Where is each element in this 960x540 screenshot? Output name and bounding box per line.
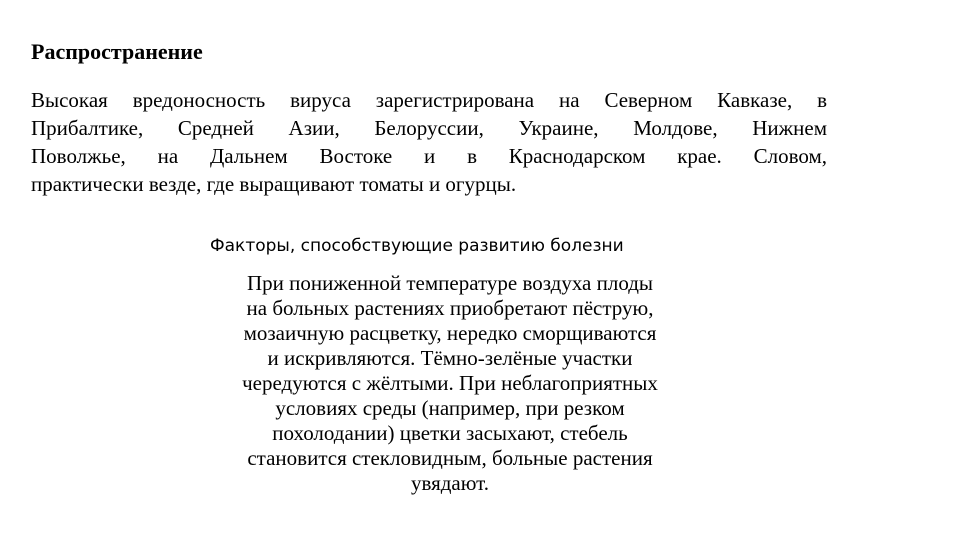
paragraph-line: Прибалтике, Средней Азии, Белоруссии, Украине, Молдове, Нижнем [31, 116, 827, 140]
paragraph-line: условиях среды (например, при резком [275, 396, 625, 420]
paragraph-line: чередуются с жёлтыми. При неблагоприятных [242, 371, 658, 395]
section-title-distribution: Распространение [31, 39, 203, 64]
paragraph-line: на больных растениях приобретают пёструю, [246, 296, 654, 320]
paragraph-line: похолодании) цветки засыхают, стебель [272, 421, 628, 445]
paragraph-line: и искривляются. Тёмно-зелёные участки [267, 346, 633, 370]
distribution-paragraph [31, 86, 827, 198]
factors-paragraph [200, 271, 700, 496]
section-title-factors: Факторы, способствующие развитию болезни [210, 236, 624, 256]
paragraph-line: становится стекловидным, больные растения [247, 446, 653, 470]
paragraph-line: практически везде, где выращивают томаты и огурцы. [31, 172, 517, 196]
paragraph-line: Высокая вредоносность вируса зарегистрирована на Северном Кавказе, в [31, 88, 827, 112]
paragraph-line: При пониженной температуре воздуха плоды [246, 271, 654, 295]
paragraph-line: Поволжье, на Дальнем Востоке и в Краснодарском крае. Словом, [31, 144, 827, 168]
paragraph-line: мозаичную расцветку, нередко сморщиваются [243, 321, 657, 345]
paragraph-line: увядают. [410, 471, 490, 495]
